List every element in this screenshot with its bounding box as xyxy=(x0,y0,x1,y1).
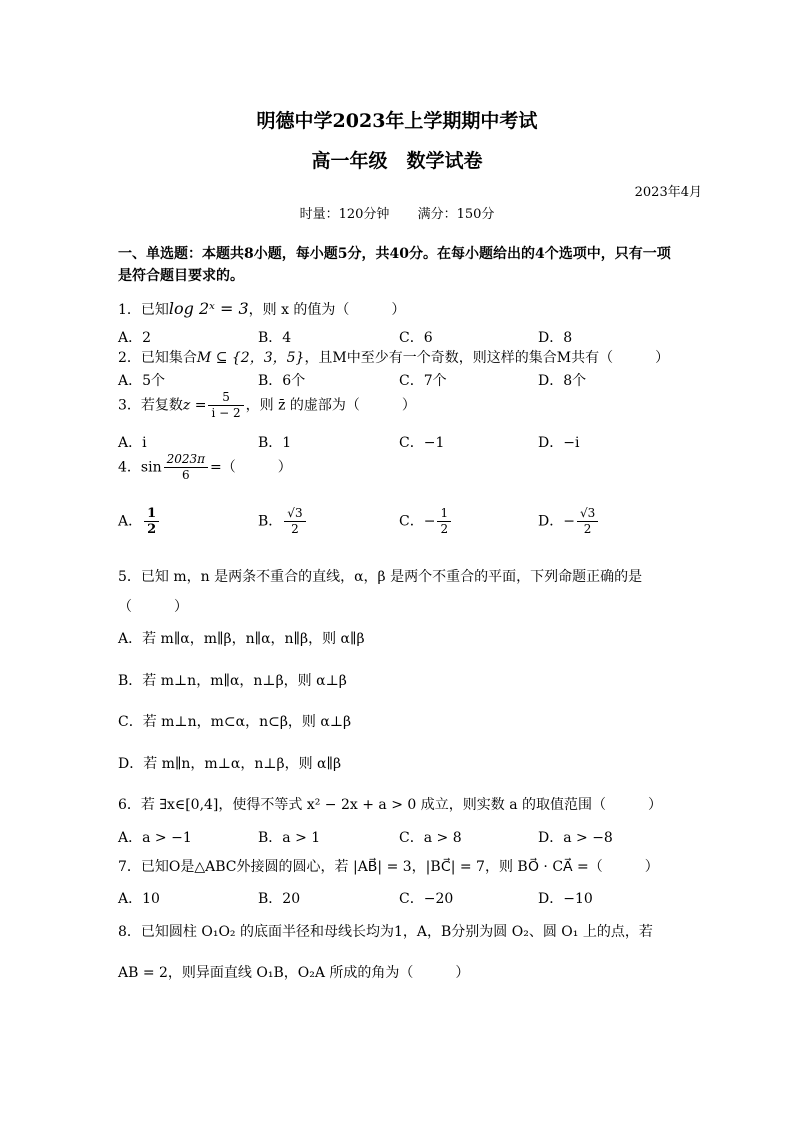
question-5-line-2: （ ） xyxy=(118,599,188,615)
q4-option-c-frac xyxy=(437,506,451,537)
question-8-line-1: 8．已知圆柱 O₁O₂ 的底面半径和母线长均为1，A，B分别为圆 O₂、圆 O₁ 上的点，若 xyxy=(118,924,653,940)
q3-frac-num: 5 xyxy=(208,390,243,406)
q7-option-d[interactable]: D．−10 xyxy=(538,891,593,907)
q1-pre: 1．已知 xyxy=(118,302,169,318)
section-heading: 一、单选题：本题共8小题，每小题5分，共40分。在每小题给出的4个选项中，只有一项是符合题目要求的。 xyxy=(118,246,671,284)
q4-option-b[interactable] xyxy=(258,506,308,537)
q4-c-den: 2 xyxy=(440,522,449,536)
q4-option-c-label: C．− xyxy=(399,513,436,530)
q3-fraction xyxy=(208,390,243,421)
q4-a-den: 2 xyxy=(147,522,157,537)
q1-post: ，则 x 的值为（ ） xyxy=(248,302,406,318)
exam-date: 2023年4月 xyxy=(634,185,702,200)
q3-pre: 3．若复数 xyxy=(118,397,183,414)
question-7: 7．已知O是△ABC外接圆的圆心，若 |AB⃗| = 3，|BC⃗| = 7，则 BO⃗ · CA⃗ =（ ） xyxy=(118,859,659,875)
q4-frac-num: 2023π xyxy=(164,452,208,468)
q3-frac-den: i − 2 xyxy=(211,406,241,420)
q4-a-num: 1 xyxy=(144,506,159,522)
q4-c-num: 1 xyxy=(437,506,451,522)
q4-fraction xyxy=(164,452,208,483)
q5-option-b[interactable]: B．若 m⊥n，m∥α，n⊥β，则 α⊥β xyxy=(118,673,347,689)
q6-option-a[interactable]: A．a > −1 xyxy=(118,830,192,846)
q3-option-d[interactable]: D．−i xyxy=(538,435,580,451)
q6-option-d[interactable]: D．a > −8 xyxy=(538,830,613,846)
question-6: 6．若 ∃x∈[0,4]，使得不等式 x² − 2x + a > 0 成立，则实数 a 的取值范围（ ） xyxy=(118,797,663,813)
exam-meta xyxy=(0,203,794,222)
q1-option-b[interactable]: B．4 xyxy=(258,330,292,346)
q2-option-b[interactable]: B．6个 xyxy=(258,373,306,389)
question-1 xyxy=(118,299,405,319)
question-4 xyxy=(118,452,292,483)
q4-d-num: √3 xyxy=(577,506,598,522)
q3-option-b[interactable]: B．1 xyxy=(258,435,292,451)
q2-pre: 2．已知集合 xyxy=(118,350,197,366)
full-score: 满分：150分 xyxy=(417,207,495,222)
q4-option-d-label: D．− xyxy=(538,513,575,530)
q4-option-d[interactable] xyxy=(538,506,600,537)
question-2 xyxy=(118,347,669,367)
q4-d-den: 2 xyxy=(583,522,592,536)
q4-option-c[interactable] xyxy=(399,506,453,537)
question-3 xyxy=(118,390,416,421)
q5-option-d[interactable]: D．若 m∥n，m⊥α，n⊥β，则 α∥β xyxy=(118,756,342,772)
q7-option-b[interactable]: B．20 xyxy=(258,891,301,907)
q3-formula-lhs: z = xyxy=(182,397,207,414)
q2-post: ，且M中至少有一个奇数，则这样的集合M共有（ ） xyxy=(304,350,670,366)
q4-post: =（ ） xyxy=(210,459,292,476)
question-8-line-2: AB = 2，则异面直线 O₁B，O₂A 所成的角为（ ） xyxy=(118,965,470,981)
q7-option-c[interactable]: C．−20 xyxy=(399,891,454,907)
question-5-line-1: 5．已知 m，n 是两条不重合的直线，α，β 是两个不重合的平面，下列命题正确的是 xyxy=(118,569,643,585)
q4-option-b-frac xyxy=(284,506,305,537)
q4-pre: 4．sin xyxy=(118,459,162,476)
q1-formula: log 2ˣ = 3 xyxy=(168,299,249,318)
q4-b-den: 2 xyxy=(291,522,299,536)
q4-b-num: √3 xyxy=(284,506,305,522)
q5-option-a[interactable]: A．若 m∥α，m∥β，n∥α，n∥β，则 α∥β xyxy=(118,631,365,647)
q4-option-d-frac xyxy=(577,506,598,537)
q5-option-c[interactable]: C．若 m⊥n，m⊂α，n⊂β，则 α⊥β xyxy=(118,714,352,730)
q4-option-a-label: A． xyxy=(118,513,143,530)
q2-option-d[interactable]: D．8个 xyxy=(538,373,587,389)
q1-option-c[interactable]: C．6 xyxy=(399,330,433,346)
q2-option-c[interactable]: C．7个 xyxy=(399,373,447,389)
q4-frac-den: 6 xyxy=(181,468,190,482)
q7-option-a[interactable]: A．10 xyxy=(118,891,160,907)
q6-option-b[interactable]: B．a > 1 xyxy=(258,830,321,846)
q6-option-c[interactable]: C．a > 8 xyxy=(399,830,462,846)
q3-option-a[interactable]: A．i xyxy=(118,435,147,451)
q4-option-a[interactable] xyxy=(118,506,161,537)
q1-option-d[interactable]: D．8 xyxy=(538,330,573,346)
q2-option-a[interactable]: A．5个 xyxy=(118,373,166,389)
exam-subtitle: 高一年级 数学试卷 xyxy=(311,150,483,172)
q4-option-b-label: B． xyxy=(258,513,283,530)
q4-option-a-frac xyxy=(144,506,159,537)
q3-post: ，则 z̄ 的虚部为（ ） xyxy=(245,397,416,414)
q2-formula: M ⊆ {2，3，5} xyxy=(196,350,305,366)
exam-title: 明德中学2023年上学期期中考试 xyxy=(256,110,538,132)
q1-option-a[interactable]: A．2 xyxy=(118,330,152,346)
time-limit: 时量：120分钟 xyxy=(299,207,390,222)
q3-option-c[interactable]: C．−1 xyxy=(399,435,445,451)
